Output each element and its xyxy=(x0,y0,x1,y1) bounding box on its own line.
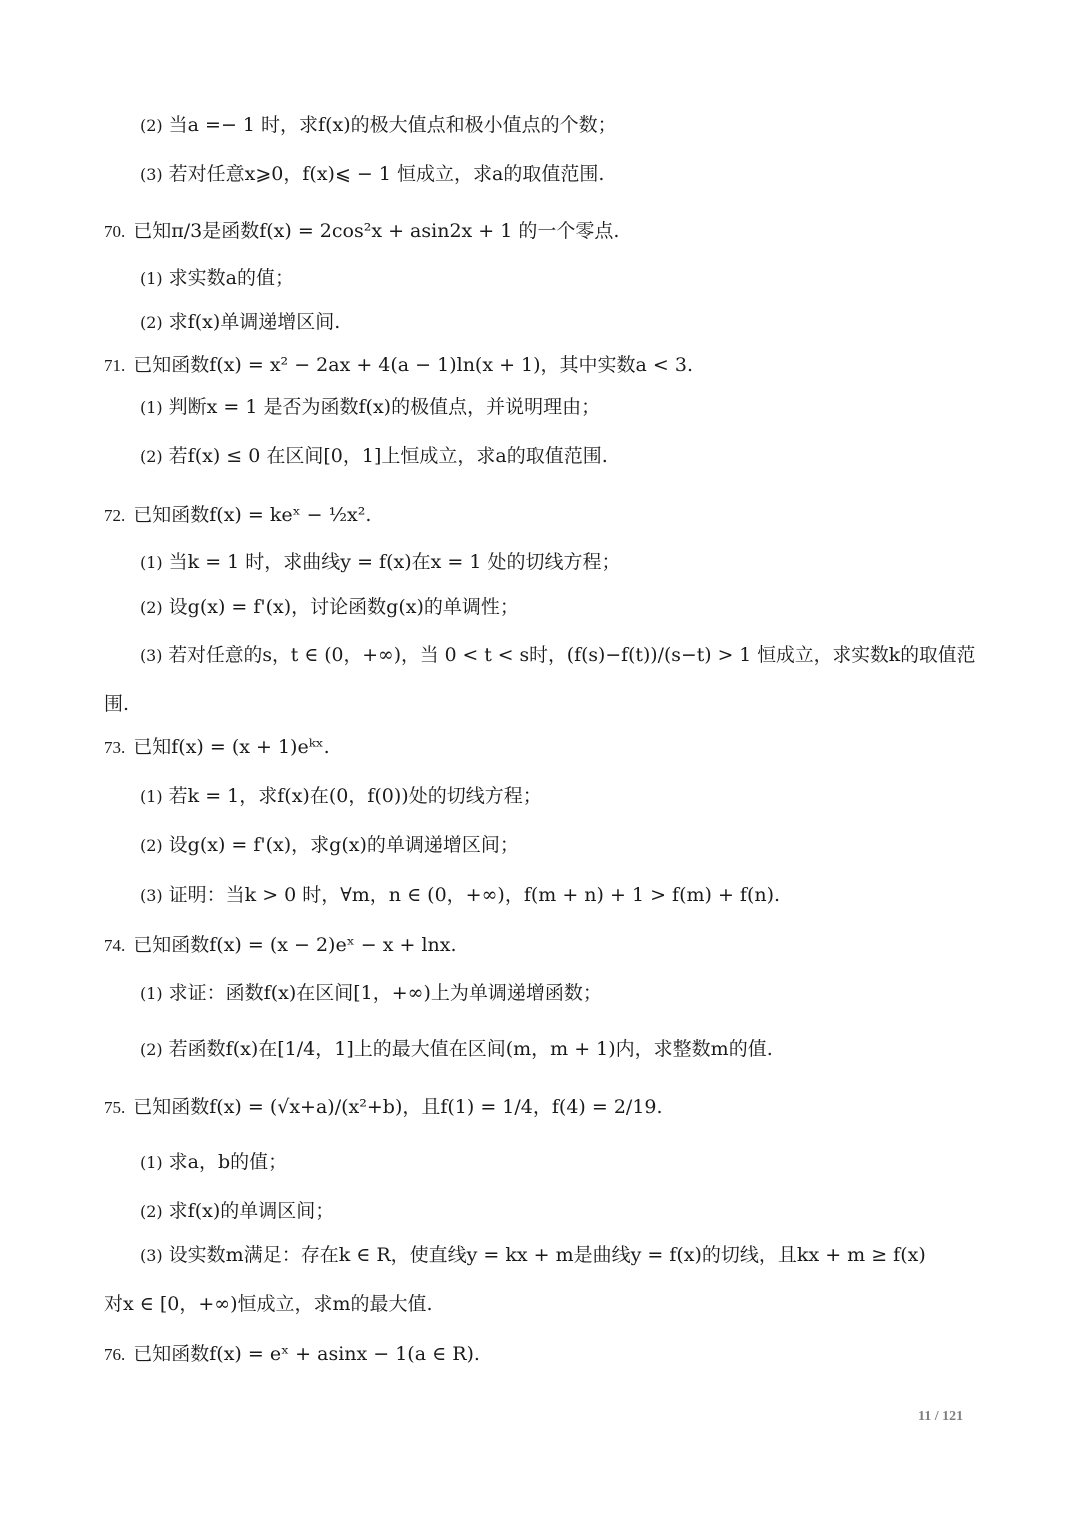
line xyxy=(140,594,519,621)
question-line xyxy=(104,502,371,529)
question-number: 74. xyxy=(104,936,126,955)
line-text: 若函数f(x)在[1/4，1]上的最大值在区间(m，m + 1)内，求整数m的值. xyxy=(168,1038,773,1060)
line-text: 对x ∈ [0，+∞)恒成立，求m的最大值. xyxy=(104,1293,433,1315)
part-label: (1) xyxy=(140,553,163,572)
part-label: (3) xyxy=(140,1246,163,1265)
line-text: 围. xyxy=(104,693,130,715)
part-label: (3) xyxy=(140,646,163,665)
question-number: 75. xyxy=(104,1098,126,1117)
question-number: 76. xyxy=(104,1345,126,1364)
line-text: 设g(x) = f'(x)，讨论函数g(x)的单调性； xyxy=(168,596,519,618)
question-line xyxy=(104,932,457,959)
line-text: 已知f(x) = (x + 1)eᵏˣ. xyxy=(133,736,330,758)
line xyxy=(140,882,780,909)
question-line xyxy=(104,1094,663,1121)
line-text: 若对任意的s，t ∈ (0，+∞)，当 0 < t < s时，(f(s)−f(t))/(s−t) > 1 恒成立，求实数k的取值范 xyxy=(168,644,976,666)
line xyxy=(140,161,604,188)
page-number: 11 / 121 xyxy=(918,1409,964,1424)
line-text: 已知函数f(x) = x² − 2ax + 4(a − 1)ln(x + 1)，其中实数a < 3. xyxy=(133,354,694,376)
line-text: 已知函数f(x) = (x − 2)eˣ − x + lnx. xyxy=(133,934,457,956)
line xyxy=(140,443,608,470)
part-label: (2) xyxy=(140,313,163,332)
line-text: 若f(x) ≤ 0 在区间[0，1]上恒成立，求a的取值范围. xyxy=(168,445,608,467)
line-text: 若k = 1，求f(x)在(0，f(0))处的切线方程； xyxy=(168,785,542,807)
line-text: 当k = 1 时，求曲线y = f(x)在x = 1 处的切线方程； xyxy=(168,551,621,573)
line-text: 设g(x) = f'(x)，求g(x)的单调递增区间； xyxy=(168,834,519,856)
part-label: (2) xyxy=(140,116,163,135)
part-label: (2) xyxy=(140,1040,163,1059)
line-text: 证明：当k > 0 时，∀m，n ∈ (0，+∞)，f(m + n) + 1 > f(m) + f(n). xyxy=(168,884,781,906)
line-text: 当a =− 1 时，求f(x)的极大值点和极小值点的个数； xyxy=(168,114,617,136)
line-text: 判断x = 1 是否为函数f(x)的极值点，并说明理由； xyxy=(168,396,601,418)
line xyxy=(140,112,617,139)
line xyxy=(140,309,340,336)
line-text: 求f(x)单调递增区间. xyxy=(168,311,341,333)
line-text: 已知函数f(x) = (√x+a)/(x²+b)，且f(1) = 1/4，f(4) = 2/19. xyxy=(133,1096,663,1118)
line-text: 若对任意x⩾0，f(x)⩽ − 1 恒成立，求a的取值范围. xyxy=(168,163,605,185)
question-line xyxy=(104,734,330,761)
part-label: (1) xyxy=(140,398,163,417)
line xyxy=(140,642,975,669)
line xyxy=(140,980,602,1007)
part-label: (1) xyxy=(140,1153,163,1172)
line xyxy=(140,265,294,292)
part-label: (2) xyxy=(140,836,163,855)
continuation-line xyxy=(104,1291,433,1317)
line-text: 求实数a的值； xyxy=(168,267,294,289)
continuation-line xyxy=(104,691,129,717)
line xyxy=(140,1036,773,1063)
line xyxy=(140,1198,334,1225)
question-line xyxy=(104,218,619,245)
line-text: 求证：函数f(x)在区间[1，+∞)上为单调递增函数； xyxy=(168,982,602,1004)
part-label: (2) xyxy=(140,598,163,617)
question-number: 72. xyxy=(104,506,126,525)
line-text: 已知函数f(x) = eˣ + asinx − 1(a ∈ R). xyxy=(133,1343,480,1365)
line xyxy=(140,832,519,859)
part-label: (1) xyxy=(140,984,163,1003)
part-label: (1) xyxy=(140,269,163,288)
line xyxy=(140,1242,926,1269)
part-label: (1) xyxy=(140,787,163,806)
line xyxy=(140,1149,287,1176)
question-number: 70. xyxy=(104,222,126,241)
line-text: 已知π/3是函数f(x) = 2cos²x + asin2x + 1 的一个零点. xyxy=(133,220,620,242)
line-text: 已知函数f(x) = keˣ − ½x². xyxy=(133,504,372,526)
question-line xyxy=(104,1341,480,1368)
part-label: (3) xyxy=(140,165,163,184)
line-text: 求a，b的值； xyxy=(168,1151,288,1173)
question-line xyxy=(104,352,693,379)
line xyxy=(140,783,542,810)
part-label: (2) xyxy=(140,1202,163,1221)
line xyxy=(140,394,600,421)
line-text: 设实数m满足：存在k ∈ R，使直线y = kx + m是曲线y = f(x)的切线，且kx + m ≥ f(x) xyxy=(168,1244,926,1266)
part-label: (2) xyxy=(140,447,163,466)
question-number: 73. xyxy=(104,738,126,757)
line-text: 求f(x)的单调区间； xyxy=(168,1200,335,1222)
question-number: 71. xyxy=(104,356,126,375)
line xyxy=(140,549,620,576)
part-label: (3) xyxy=(140,886,163,905)
